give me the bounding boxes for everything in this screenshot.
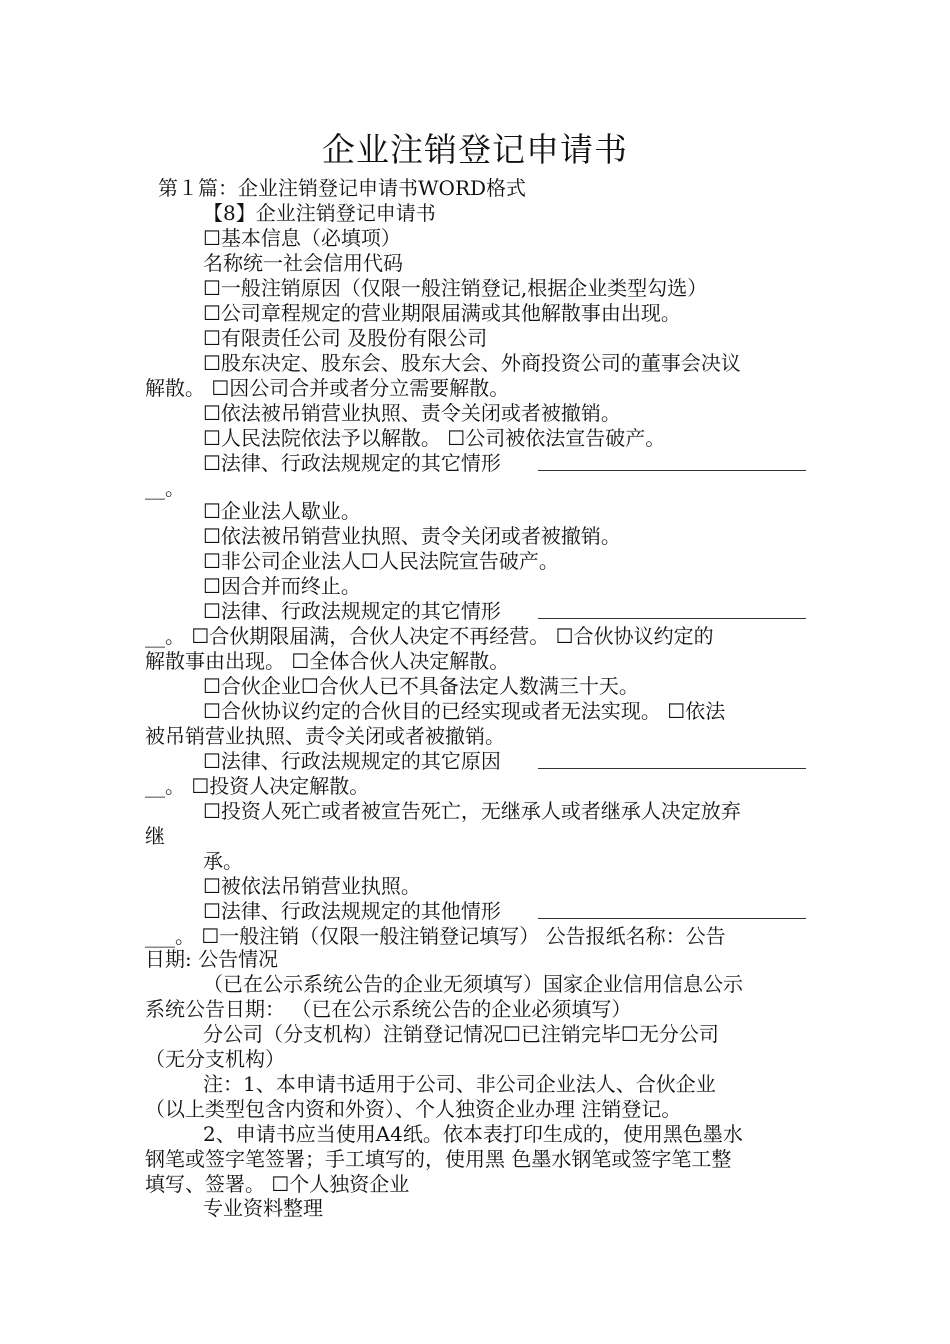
text-line: 继 — [145, 824, 165, 848]
text-line: __。 ☐投资人决定解散。 — [145, 774, 370, 798]
text-line: ☐人民法院依法予以解散。 ☐公司被依法宣告破产。 — [203, 426, 666, 450]
fill-in-blank — [538, 618, 806, 619]
fill-in-blank — [538, 768, 806, 769]
text-line: ☐因合并而终止。 — [203, 574, 361, 598]
text-line: ☐非公司企业法人☐人民法院宣告破产。 — [203, 549, 559, 573]
text-line: __。 — [145, 476, 185, 500]
text-line: ☐基本信息（必填项） — [203, 226, 401, 250]
text-line: ☐依法被吊销营业执照、责令关闭或者被撤销。 — [203, 401, 621, 425]
text-line: 专业资料整理 — [203, 1196, 323, 1220]
text-line: 分公司（分支机构）注销登记情况☐已注销完毕☐无分公司 — [203, 1022, 719, 1046]
text-line: 钢笔或签字笔签署；手工填写的，使用黑 色墨水钢笔或签字笔工整 — [145, 1147, 732, 1171]
text-line: ☐法律、行政法规规定的其它情形 — [203, 451, 501, 475]
text-line: ☐有限责任公司 及股份有限公司 — [203, 326, 488, 350]
text-line: ☐公司章程规定的营业期限届满或其他解散事由出现。 — [203, 301, 681, 325]
text-line: ☐合伙企业☐合伙人已不具备法定人数满三十天。 — [203, 674, 639, 698]
text-line: __。 ☐合伙期限届满，合伙人决定不再经营。 ☐合伙协议约定的 — [145, 624, 714, 648]
text-line: ☐法律、行政法规规定的其它原因 — [203, 749, 501, 773]
page-title: 企业注销登记申请书 — [322, 130, 628, 169]
text-line: ☐股东决定、股东会、股东大会、外商投资公司的董事会决议 — [203, 351, 741, 375]
text-line: 填写、签署。 ☐个人独资企业 — [145, 1172, 410, 1196]
text-line: 【8】企业注销登记申请书 — [203, 201, 436, 225]
text-line: ☐合伙协议约定的合伙目的已经实现或者无法实现。 ☐依法 — [203, 699, 726, 723]
text-line: ___。 ☐一般注销（仅限一般注销登记填写） 公告报纸名称：公告 — [145, 924, 726, 948]
text-line: 名称统一社会信用代码 — [203, 251, 403, 275]
text-line: 系统公告日期： （已在公示系统公告的企业必须填写） — [145, 997, 632, 1021]
text-line: （以上类型包含内资和外资）、个人独资企业办理 注销登记。 — [145, 1097, 682, 1121]
text-line: ☐被依法吊销营业执照。 — [203, 874, 421, 898]
text-line: （无分支机构） — [145, 1047, 285, 1071]
text-line: （已在公示系统公告的企业无须填写）国家企业信用信息公示 — [203, 972, 743, 996]
text-line: ☐一般注销原因（仅限一般注销登记,根据企业类型勾选） — [203, 276, 708, 300]
text-line: 日期: 公告情况 — [145, 947, 279, 971]
text-line: 解散事由出现。 ☐全体合伙人决定解散。 — [145, 649, 510, 673]
text-line: ☐依法被吊销营业执照、责令关闭或者被撤销。 — [203, 524, 621, 548]
fill-in-blank — [538, 918, 806, 919]
text-line: 承。 — [203, 849, 243, 873]
fill-in-blank — [538, 470, 806, 471]
text-line: ☐企业法人歇业。 — [203, 499, 361, 523]
text-line: 解散。 ☐因公司合并或者分立需要解散。 — [145, 376, 510, 400]
text-line: ☐法律、行政法规规定的其他情形 — [203, 899, 501, 923]
text-line: 2、申请书应当使用A4纸。依本表打印生成的，使用黑色墨水 — [203, 1122, 743, 1146]
text-line: 第１篇：企业注销登记申请书WORD格式 — [158, 176, 527, 200]
text-line: 注：1、本申请书适用于公司、非公司企业法人、合伙企业 — [203, 1072, 716, 1096]
text-line: ☐法律、行政法规规定的其它情形 — [203, 599, 501, 623]
text-line: ☐投资人死亡或者被宣告死亡，无继承人或者继承人决定放弃 — [203, 799, 741, 823]
text-line: 被吊销营业执照、责令关闭或者被撤销。 — [145, 724, 505, 748]
